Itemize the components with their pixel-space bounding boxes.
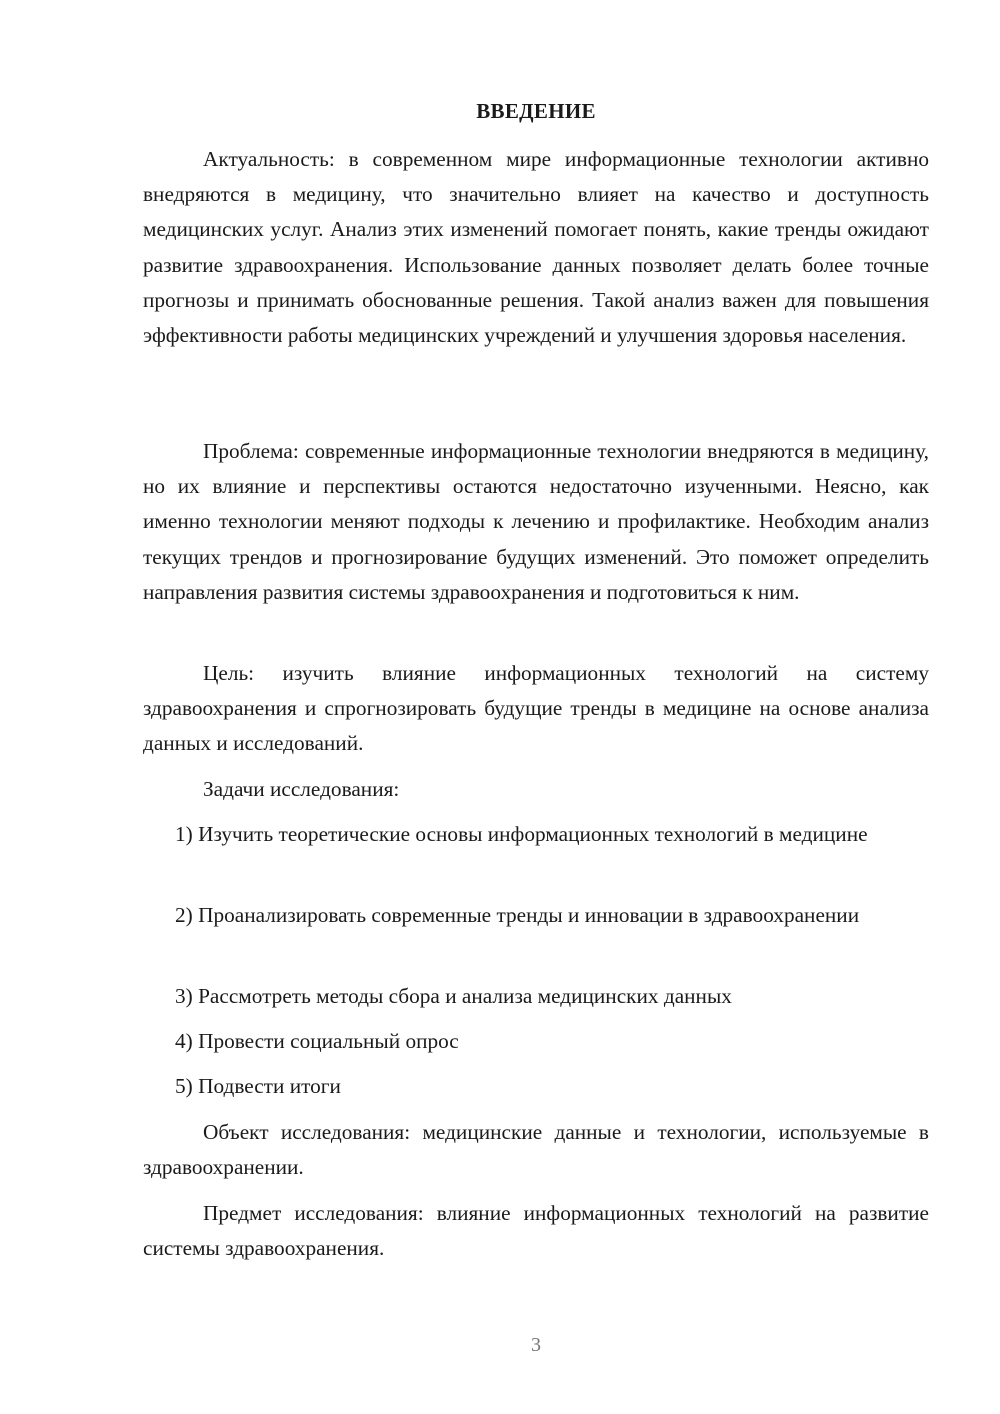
task-item-3: 3) Рассмотреть методы сбора и анализа медицинских данных: [175, 984, 732, 1008]
task-item-1: 1) Изучить теоретические основы информационных технологий в медицине: [175, 822, 868, 846]
tasks-heading: Задачи исследования:: [203, 777, 400, 801]
section-heading: ВВЕДЕНИЕ: [476, 99, 596, 123]
subject-paragraph: Предмет исследования: влияние информационных технологий на развитие системы здравоохранения.: [143, 1201, 929, 1261]
relevance-paragraph: Актуальность: в современном мире информационные технологии активно внедряются в медицину, что значительно влияет на качество и доступность медицинских услуг. Анализ этих изменений помогает понять, какие тренды ожидают развитие здравоохранения. Использование данных позволяет делать более точные прогнозы и принимать обоснованные решения. Такой анализ важен для повышения эффективности работы медицинских учреждений и улучшения здоровья населения.: [143, 147, 929, 348]
goal-paragraph: Цель: изучить влияние информационных технологий на систему здравоохранения и спрогнозировать будущие тренды в медицине на основе анализа данных и исследований.: [143, 661, 929, 756]
task-item-2: 2) Проанализировать современные тренды и инновации в здравоохранении: [175, 903, 860, 927]
object-paragraph: Объект исследования: медицинские данные и технологии, используемые в здравоохранении.: [143, 1120, 929, 1180]
task-item-5: 5) Подвести итоги: [175, 1074, 341, 1098]
problem-paragraph: Проблема: современные информационные технологии внедряются в медицину, но их влияние и перспективы остаются недостаточно изученными. Неясно, как именно технологии меняют подходы к лечению и профилактике. Необходим анализ текущих трендов и прогнозирование будущих изменений. Это поможет определить направления развития системы здравоохранения и подготовиться к ним.: [143, 439, 929, 604]
task-item-4: 4) Провести социальный опрос: [175, 1029, 459, 1053]
page-number: 3: [531, 1334, 541, 1356]
